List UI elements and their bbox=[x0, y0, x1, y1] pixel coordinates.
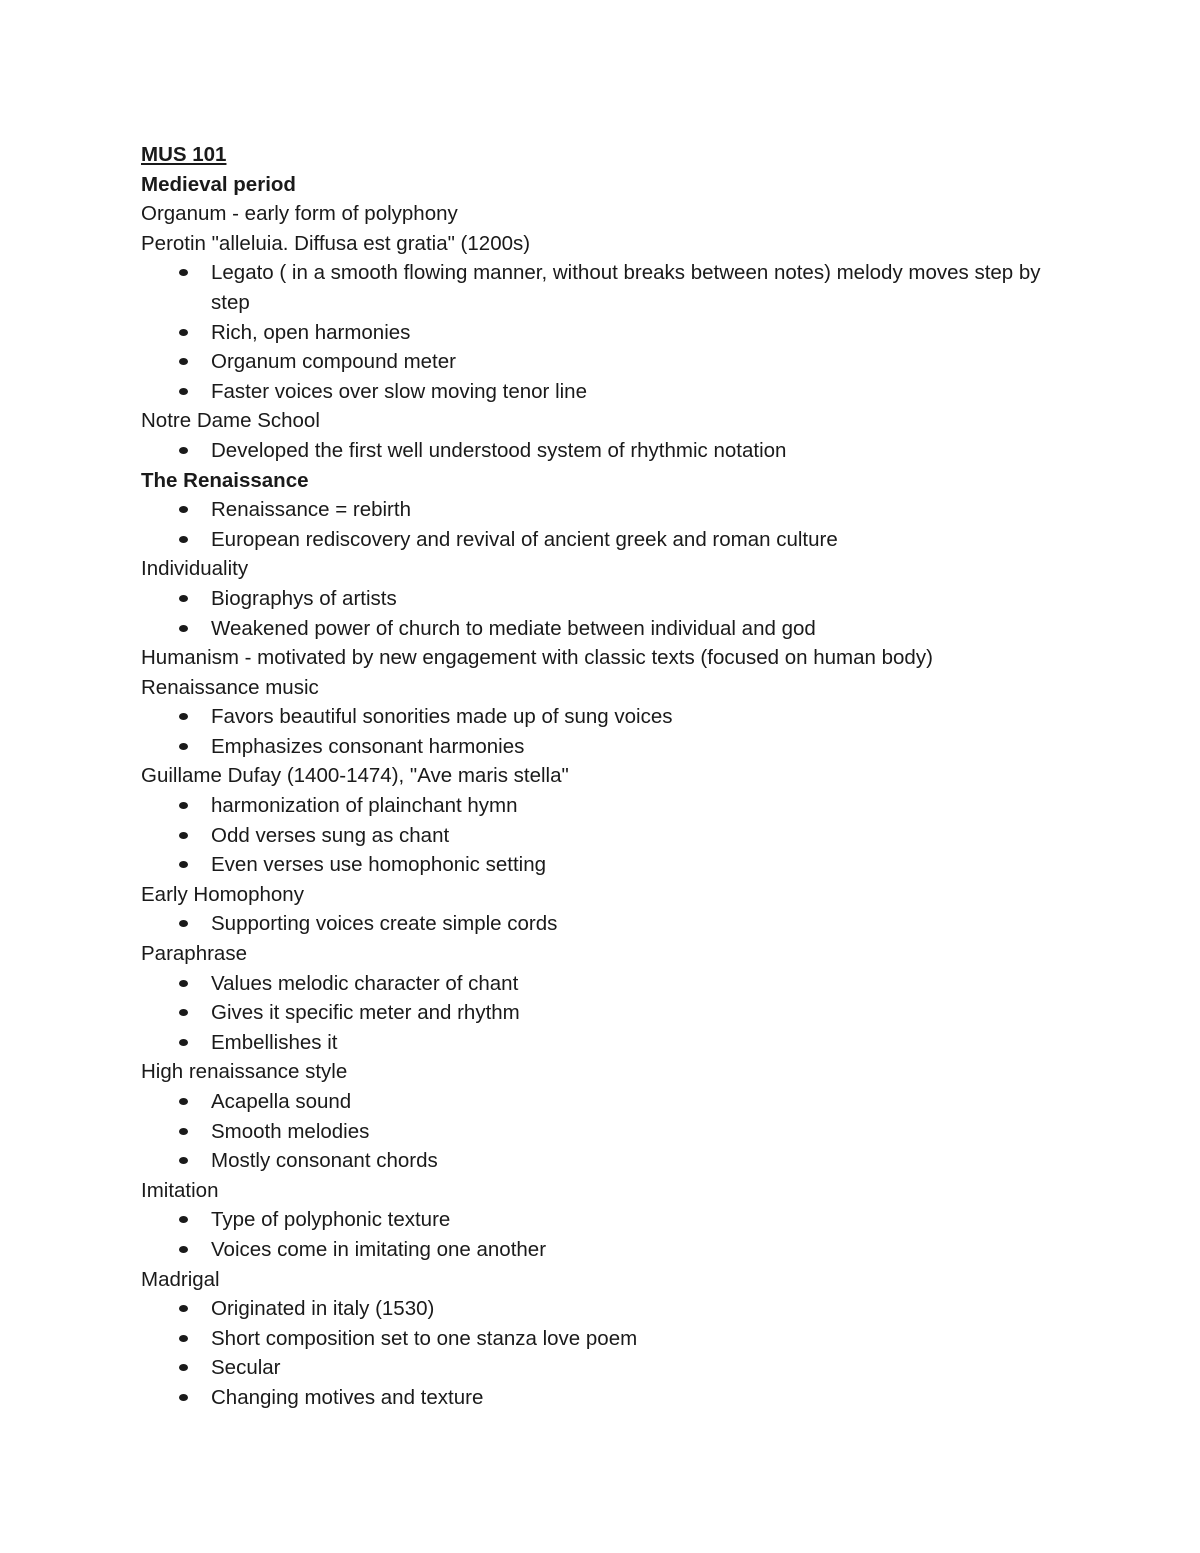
bullet-item bbox=[141, 584, 1081, 614]
bullet-item bbox=[141, 1235, 1081, 1265]
bullet-text: Even verses use homophonic setting bbox=[211, 853, 547, 877]
bullet-item bbox=[141, 702, 1081, 732]
bullet-item bbox=[141, 909, 1081, 939]
bullet-icon bbox=[179, 743, 188, 750]
bullet-list bbox=[141, 1087, 1081, 1176]
bullet-text: Developed the first well understood system of rhythmic notation bbox=[211, 438, 787, 462]
bullet-icon bbox=[179, 358, 188, 365]
bullet-icon bbox=[179, 802, 188, 809]
bullet-list bbox=[141, 791, 1081, 880]
bullet-text: Faster voices over slow moving tenor line bbox=[211, 379, 587, 403]
document-body bbox=[141, 140, 1081, 1413]
bullet-text: Embellishes it bbox=[211, 1030, 338, 1054]
bullet-text: Legato ( in a smooth flowing manner, without breaks between notes) melody moves step by step bbox=[211, 261, 1041, 314]
bullet-list bbox=[141, 1205, 1081, 1264]
bullet-text: Type of polyphonic texture bbox=[211, 1208, 451, 1232]
section-heading: Medieval period bbox=[141, 172, 296, 196]
bullet-text: Biographys of artists bbox=[211, 586, 397, 610]
bullet-item bbox=[141, 1028, 1081, 1058]
bullet-text: European rediscovery and revival of ancient greek and roman culture bbox=[211, 527, 838, 551]
text-line: Renaissance music bbox=[141, 675, 319, 699]
bullet-text: Originated in italy (1530) bbox=[211, 1297, 435, 1321]
bullet-item bbox=[141, 1353, 1081, 1383]
bullet-text: Supporting voices create simple cords bbox=[211, 912, 558, 936]
bullet-item bbox=[141, 495, 1081, 525]
bullet-icon bbox=[179, 595, 188, 602]
bullet-item bbox=[141, 1146, 1081, 1176]
bullet-text: Renaissance = rebirth bbox=[211, 498, 411, 522]
bullet-icon bbox=[179, 506, 188, 513]
bullet-item bbox=[141, 525, 1081, 555]
text-line: High renaissance style bbox=[141, 1060, 348, 1084]
bullet-item bbox=[141, 821, 1081, 851]
bullet-list bbox=[141, 436, 1081, 466]
bullet-item bbox=[141, 791, 1081, 821]
bullet-text: harmonization of plainchant hymn bbox=[211, 794, 518, 818]
text-line: Guillame Dufay (1400-1474), "Ave maris stella" bbox=[141, 764, 569, 788]
text-line: Early Homophony bbox=[141, 882, 304, 906]
bullet-icon bbox=[179, 1039, 188, 1046]
text-line: Madrigal bbox=[141, 1267, 220, 1291]
bullet-icon bbox=[179, 1128, 188, 1135]
bullet-item bbox=[141, 732, 1081, 762]
bullet-item bbox=[141, 1087, 1081, 1117]
bullet-item bbox=[141, 1205, 1081, 1235]
bullet-icon bbox=[179, 269, 188, 276]
bullet-item bbox=[141, 377, 1081, 407]
bullet-icon bbox=[179, 1098, 188, 1105]
document-title: MUS 101 bbox=[141, 143, 227, 166]
bullet-text: Organum compound meter bbox=[211, 350, 456, 374]
bullet-item bbox=[141, 1324, 1081, 1354]
bullet-icon bbox=[179, 861, 188, 868]
bullet-item bbox=[141, 1117, 1081, 1147]
bullet-list bbox=[141, 495, 1081, 554]
bullet-list bbox=[141, 969, 1081, 1058]
bullet-item bbox=[141, 436, 1081, 466]
bullet-icon bbox=[179, 625, 188, 632]
text-line: Humanism - motivated by new engagement with classic texts (focused on human body) bbox=[141, 646, 933, 670]
text-line: Paraphrase bbox=[141, 942, 247, 966]
bullet-item bbox=[141, 318, 1081, 348]
bullet-item bbox=[141, 347, 1081, 377]
bullet-icon bbox=[179, 1364, 188, 1371]
text-line: Imitation bbox=[141, 1178, 219, 1202]
bullet-icon bbox=[179, 388, 188, 395]
bullet-text: Gives it specific meter and rhythm bbox=[211, 1001, 520, 1025]
bullet-icon bbox=[179, 1216, 188, 1223]
bullet-text: Rich, open harmonies bbox=[211, 320, 411, 344]
bullet-icon bbox=[179, 1335, 188, 1342]
bullet-text: Acapella sound bbox=[211, 1090, 352, 1113]
bullet-icon bbox=[179, 447, 188, 454]
bullet-icon bbox=[179, 832, 188, 839]
bullet-list bbox=[141, 258, 1081, 406]
bullet-text: Smooth melodies bbox=[211, 1119, 370, 1143]
bullet-list bbox=[141, 909, 1081, 939]
bullet-icon bbox=[179, 1009, 188, 1016]
bullet-icon bbox=[179, 980, 188, 987]
text-line: Perotin "alleluia. Diffusa est gratia" (1200s) bbox=[141, 231, 531, 255]
bullet-icon bbox=[179, 1394, 188, 1401]
text-line: Notre Dame School bbox=[141, 409, 320, 433]
bullet-text: Mostly consonant chords bbox=[211, 1149, 438, 1173]
text-line: Organum - early form of polyphony bbox=[141, 202, 458, 226]
bullet-item bbox=[141, 998, 1081, 1028]
section-heading: The Renaissance bbox=[141, 468, 309, 492]
bullet-text: Favors beautiful sonorities made up of sung voices bbox=[211, 705, 673, 729]
bullet-item bbox=[141, 258, 1081, 317]
bullet-icon bbox=[179, 329, 188, 336]
bullet-icon bbox=[179, 920, 188, 927]
bullet-text: Odd verses sung as chant bbox=[211, 823, 450, 847]
bullet-list bbox=[141, 702, 1081, 761]
bullet-item bbox=[141, 1383, 1081, 1413]
bullet-item bbox=[141, 850, 1081, 880]
bullet-item bbox=[141, 614, 1081, 644]
bullet-icon bbox=[179, 1305, 188, 1312]
text-line: Individuality bbox=[141, 557, 249, 581]
bullet-text: Secular bbox=[211, 1356, 281, 1380]
bullet-item bbox=[141, 969, 1081, 999]
bullet-item bbox=[141, 1294, 1081, 1324]
bullet-icon bbox=[179, 713, 188, 720]
bullet-icon bbox=[179, 1157, 188, 1164]
bullet-icon bbox=[179, 536, 188, 543]
bullet-text: Weakened power of church to mediate between individual and god bbox=[211, 616, 816, 640]
bullet-text: Emphasizes consonant harmonies bbox=[211, 734, 525, 758]
bullet-text: Voices come in imitating one another bbox=[211, 1237, 547, 1261]
bullet-text: Values melodic character of chant bbox=[211, 971, 519, 995]
bullet-text: Short composition set to one stanza love poem bbox=[211, 1326, 638, 1350]
bullet-icon bbox=[179, 1246, 188, 1253]
bullet-list bbox=[141, 1294, 1081, 1412]
bullet-text: Changing motives and texture bbox=[211, 1385, 484, 1409]
bullet-list bbox=[141, 584, 1081, 643]
